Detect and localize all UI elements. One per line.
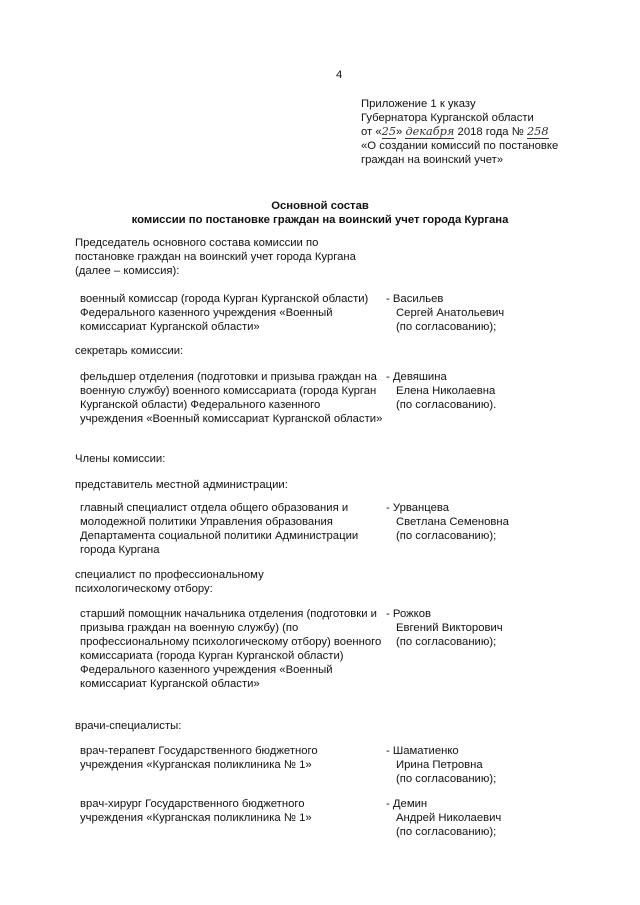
- entry-person: [386, 501, 556, 543]
- person-given-name: Елена Николаевна: [396, 385, 496, 397]
- members-heading: Члены комиссии:: [75, 453, 166, 465]
- local-admin-heading: представитель местной администрации:: [75, 479, 288, 491]
- person-surname: - Васильев: [386, 293, 444, 305]
- person-note: (по согласованию);: [396, 636, 497, 648]
- page-number: 4: [336, 69, 343, 81]
- title-line-2: комиссии по постановке граждан на воинский учет города Кургана: [131, 214, 509, 226]
- person-note: (по согласованию);: [396, 826, 497, 838]
- person-given-name: Андрей Николаевич: [396, 812, 502, 824]
- date-mid: »: [396, 126, 403, 138]
- entry-role: фельдшер отделения (подготовки и призыва граждан на военную службу) военного комиссариата (города Курган Курганской области) Федерального казенного учреждения «Военный комиссариат Курганской области»: [80, 371, 383, 425]
- title-line-1: Основной состав: [271, 200, 369, 212]
- psych-heading: специалист по профессиональному психологическому отбору:: [75, 569, 264, 595]
- appendix-line-2: Губернатора Курганской области: [361, 112, 534, 124]
- appendix-line-5: граждан на воинский учет»: [361, 154, 504, 166]
- person-surname: - Демин: [386, 798, 428, 810]
- person-surname: - Шаматиенко: [386, 745, 459, 757]
- handwritten-day: 25: [381, 125, 397, 138]
- entry-person: [386, 607, 556, 649]
- person-note: (по согласованию).: [396, 399, 497, 411]
- entry-person: [386, 797, 556, 839]
- person-given-name: Светлана Семеновна: [396, 516, 509, 528]
- entry-role: военный комиссар (города Курган Курганской области) Федерального казенного учреждения «Военный комиссариат Курганской области»: [80, 293, 369, 333]
- person-given-name: Сергей Анатольевич: [396, 307, 505, 319]
- person-given-name: Ирина Петровна: [396, 759, 483, 771]
- appendix-line-1: Приложение 1 к указу: [361, 98, 476, 110]
- year-text: 2018 года №: [457, 126, 524, 138]
- appendix-date-line: [361, 125, 591, 139]
- doctors-heading: врачи-специалисты:: [75, 720, 182, 732]
- person-note: (по согласованию);: [396, 530, 497, 542]
- entry-person: [386, 292, 556, 334]
- document-title: [0, 199, 640, 227]
- appendix-header: [361, 97, 591, 167]
- person-surname: - Урванцева: [386, 502, 450, 514]
- entry-role: старший помощник начальника отделения (подготовки и призыва граждан на военную службу) (по профессиональному психологическому отбору) военного комиссариата (города Курган Курганской области) Федерального казенного учреждения «Военный комиссариат Курганской области»: [80, 608, 382, 690]
- handwritten-month: декабря: [405, 125, 455, 138]
- entry-role: врач-терапевт Государственного бюджетного учреждения «Курганская поликлиника № 1»: [80, 745, 318, 771]
- person-note: (по согласованию);: [396, 773, 497, 785]
- secretary-heading: секретарь комиссии:: [75, 345, 184, 357]
- person-note: (по согласованию);: [396, 321, 497, 333]
- person-given-name: Евгений Викторович: [396, 622, 503, 634]
- entry-role: врач-хирург Государственного бюджетного учреждения «Курганская поликлиника № 1»: [80, 798, 312, 824]
- person-surname: - Рожков: [386, 608, 432, 620]
- person-surname: - Девяшина: [386, 371, 447, 383]
- entry-person: [386, 744, 556, 786]
- entry-role: главный специалист отдела общего образования и молодежной политики Управления образования Департамента социальной политики Администрации города Кургана: [80, 502, 359, 556]
- handwritten-number: 258: [526, 125, 549, 138]
- appendix-line-4: «О создании комиссий по постановке: [361, 140, 559, 152]
- chair-intro: Председатель основного состава комиссии по постановке граждан на воинский учет города Кургана (далее – комиссия):: [75, 237, 356, 277]
- date-prefix: от «: [361, 126, 382, 138]
- entry-person: [386, 370, 556, 412]
